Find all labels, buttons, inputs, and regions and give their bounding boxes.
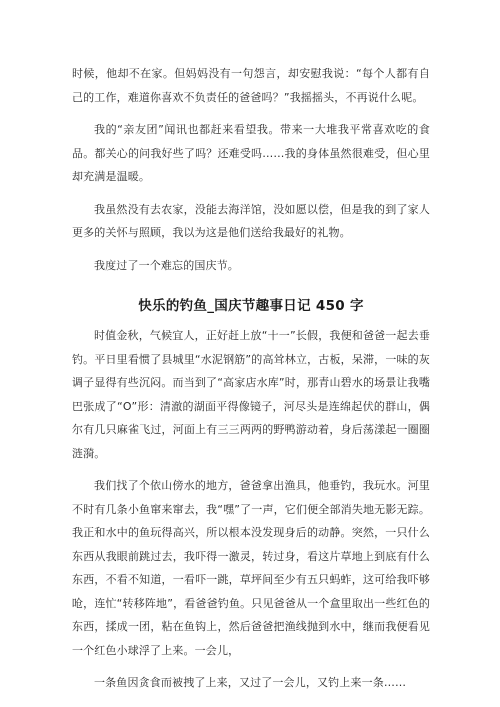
paragraph-continuation: 时候，他却不在家。但妈妈没有一句怨言，却安慰我说：“每个人都有自己的工作，难道你喜欢不负责任的爸爸吗？”我摇摇头，不再说什么呢。 <box>72 67 430 104</box>
paragraph-riverside: 我们找了个依山傍水的地方，爸爸拿出渔具，他垂钓，我玩水。河里不时有几条小鱼窜来窜去，我“嘿”了一声，它们便全部消失地无影无踪。我正和水中的鱼玩得高兴，所以根本没发现身后的动静。突然，一只什么东西从我眼前跳过去，我吓得一激灵，转过身，看这片草地上到底有什么东西，不看不知道，一看吓一跳，草坪间至少有五只蚂蚱，这可给我吓够呛，连忙“转移阵地”，看爸爸钓鱼。只见爸爸从一个盒里取出一些红色的东西，揉成一团，粘在鱼钩上，然后爸爸把渔线抛到水中，继而我便看见一个红色小球浮了上来。一会儿， <box>72 479 430 657</box>
paragraph-memorable-holiday: 我度过了一个难忘的国庆节。 <box>94 258 239 272</box>
paragraph-relatives-visit: 我的“亲友团”闻讯也都赶来看望我。带来一大堆我平常喜欢吃的食品。都关心的问我好些了吗？还难受吗……我的身体虽然很难受，但心里却充满是温暖。 <box>72 123 430 183</box>
paragraph-catching-fish: 一条鱼因贪食而被拽了上来，又过了一会儿，又钓上来一条…… <box>94 676 407 689</box>
section-spacer <box>72 286 430 288</box>
paragraph-autumn-fishing: 时值金秋，气候宜人，正好赶上放“十一”长假，我便和爸爸一起去垂钓。平日里看惯了县城里“水泥钢筋”的高耸林立，古板，呆滞，一味的灰调子显得有些沉闷。而当到了“高家店水库”时，那青山碧水的场景让我嘴巴张成了“O”形：清澈的湖面平得像镜子，河尽头是连绵起伏的群山，偶尔有几只麻雀飞过，河面上有三三两两的野鸭游动着，身后荡漾起一圈圈涟漪。 <box>72 329 430 460</box>
paragraph-family-care: 我虽然没有去农家，没能去海洋馆，没如愿以偿，但是我的到了家人更多的关怀与照顾，我以为这是他们送给我最好的礼物。 <box>72 202 430 239</box>
diary-title: 快乐的钓鱼_国庆节趣事日记 450 字 <box>138 298 364 314</box>
